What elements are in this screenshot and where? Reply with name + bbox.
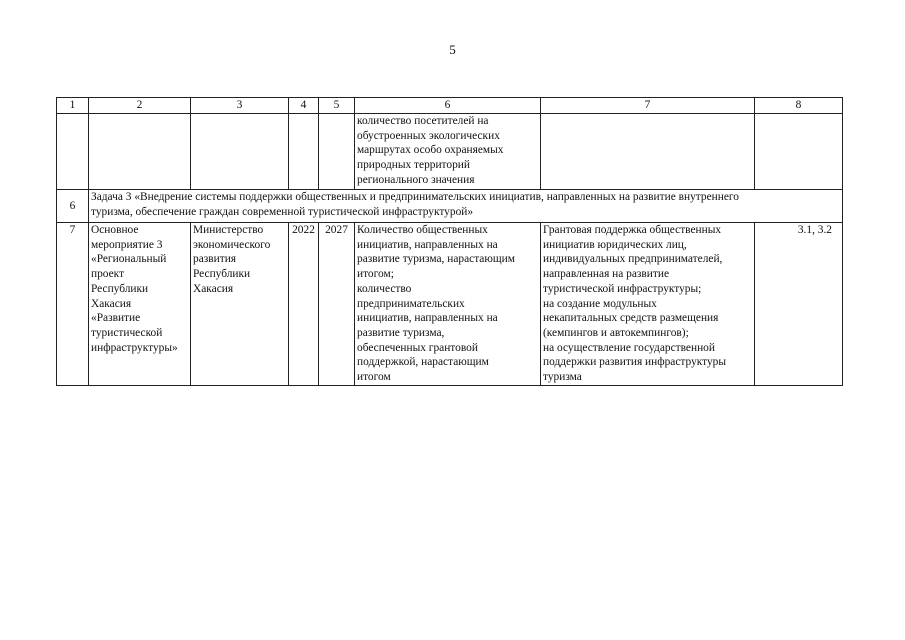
task-title-cell: [89, 190, 843, 223]
end-year-cell: 2027: [319, 223, 355, 386]
measure-row-number: 7: [57, 223, 89, 386]
indicators-cell: [355, 223, 541, 386]
indicator-line: развитие туризма,: [357, 326, 445, 339]
task-row: [57, 190, 843, 223]
task-title-line: Задача 3 «Внедрение системы поддержки общественных и предпринимательских инициатив, направленных на развитие внутреннего: [91, 191, 739, 203]
header-col-6: 6: [355, 98, 541, 114]
measure-name-line: Республики: [91, 282, 149, 295]
header-col-7: 7: [541, 98, 755, 114]
measure-name-line: «Развитие: [91, 312, 141, 325]
indicator-line: обустроенных экологических: [357, 129, 500, 142]
indicator-line: итогом: [357, 371, 391, 384]
task-row-number: 6: [57, 190, 89, 223]
indicator-line: предпринимательских: [357, 297, 465, 310]
start-year-cell: 2022: [289, 223, 319, 386]
executor-line: Министерство: [193, 224, 264, 236]
measure-name-line: Основное: [91, 224, 139, 236]
measure-name-line: мероприятие 3: [91, 238, 163, 251]
indicator-line: обеспеченных грантовой: [357, 341, 478, 354]
continuation-indicator-cell: [355, 114, 541, 190]
indicator-line: поддержкой, нарастающим: [357, 356, 489, 369]
result-line: туризма: [543, 371, 582, 384]
header-col-5: 5: [319, 98, 355, 114]
result-line: на осуществление государственной: [543, 341, 715, 354]
continuation-row: [57, 114, 843, 190]
measure-name-cell: [89, 223, 191, 386]
indicator-line: инициатив, направленных на: [357, 238, 498, 251]
page-number: 5: [449, 42, 456, 57]
result-line: индивидуальных предпринимателей,: [543, 253, 723, 266]
result-line: направленная на развитие: [543, 268, 670, 281]
result-line: туристической инфраструктуры;: [543, 282, 702, 295]
result-line: некапитальных средств размещения: [543, 312, 719, 325]
result-line: инициатив юридических лиц,: [543, 238, 687, 251]
header-col-1: 1: [57, 98, 89, 114]
result-line: Грантовая поддержка общественных: [543, 224, 722, 236]
results-cell: [541, 223, 755, 386]
measure-name-line: инфраструктуры»: [91, 341, 178, 354]
indicator-line: инициатив, направленных на: [357, 312, 498, 325]
task-title-line: туризма, обеспечение граждан современной туристической инфраструктурой»: [91, 205, 474, 218]
executor-line: экономического: [193, 238, 271, 251]
indicator-line: итогом;: [357, 268, 394, 281]
indicator-line: развитие туризма, нарастающим: [357, 253, 515, 266]
header-col-8: 8: [755, 98, 843, 114]
indicator-line: количество посетителей на: [357, 115, 489, 127]
result-line: на создание модульных: [543, 297, 657, 310]
header-col-4: 4: [289, 98, 319, 114]
indicator-line: Количество общественных: [357, 224, 488, 236]
executor-line: Республики: [193, 268, 251, 281]
header-col-3: 3: [191, 98, 289, 114]
indicator-line: маршрутах особо охраняемых: [357, 144, 504, 157]
header-row: [57, 98, 843, 114]
measures-table: [56, 97, 843, 386]
measure-name-line: «Региональный: [91, 253, 167, 266]
measure-row: [57, 223, 843, 386]
result-line: поддержки развития инфраструктуры: [543, 356, 727, 369]
indicator-line: регионального значения: [357, 173, 475, 186]
measure-name-line: проект: [91, 268, 125, 281]
executor-cell: [191, 223, 289, 386]
links-cell: 3.1, 3.2: [755, 223, 843, 386]
result-line: (кемпингов и автокемпингов);: [543, 326, 689, 339]
executor-line: развития: [193, 253, 237, 266]
measure-name-line: туристической: [91, 326, 163, 339]
indicator-line: количество: [357, 282, 412, 295]
header-col-2: 2: [89, 98, 191, 114]
measure-name-line: Хакасия: [91, 297, 132, 310]
executor-line: Хакасия: [193, 282, 234, 295]
indicator-line: природных территорий: [357, 159, 470, 172]
